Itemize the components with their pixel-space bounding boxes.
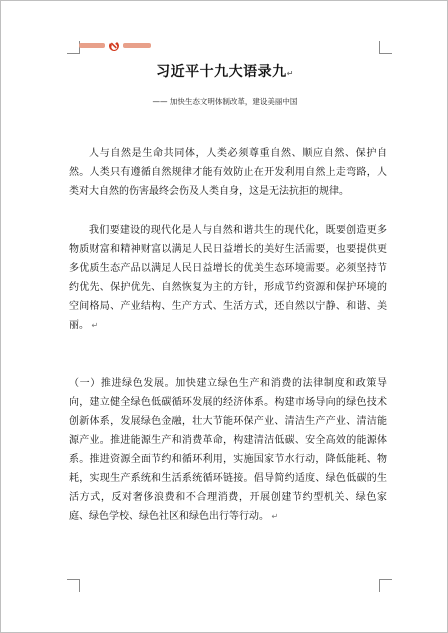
crop-mark-bottom-left xyxy=(67,579,80,592)
title-text: 习近平十九大语录九 xyxy=(156,64,287,80)
page-title xyxy=(1,61,448,81)
paragraph-2-text: 我们要建设的现代化是人与自然和谐共生的现代化，既要创造更多物质财富和精神财富以满足人民日益增长的美好生活需要，也要提供更多优质生态产品以满足人民日益增长的优美生态环境需要。必须坚持节约优先、保护优先、自然恢复为主的方针，形成节约资源和保护环境的空间格局、产业结构、生产方式、生活方式，还自然以宁静、和谐、美丽。 xyxy=(69,225,387,331)
paragraph-mark-icon: ↵ xyxy=(89,321,99,330)
page-subtitle: —— 加快生态文明体制改革，建设美丽中国 xyxy=(152,97,298,106)
paragraph-mark-icon: ↵ xyxy=(286,69,294,78)
paragraph-mark-icon: ↵ xyxy=(269,512,279,521)
crop-mark-bottom-right xyxy=(379,579,392,592)
paragraph-3-text: （一）推进绿色发展。加快建立绿色生产和消费的法律制度和政策导向，建立健全绿色低碳循环发展的经济体系。构建市场导向的绿色技术创新体系，发展绿色金融，壮大节能环保产业、清洁生产产业、清洁能源产业。推进能源生产和消费革命，构建清洁低碳、安全高效的能源体系。推进资源全面节约和循环利用，实施国家节水行动，降低能耗、物耗，实现生产系统和生活系统循环链接。倡导简约适度、绿色低碳的生活方式，反对奢侈浪费和不合理消费，开展创建节约型机关、绿色家庭、绿色学校、绿色社区和绿色出行等行动。 xyxy=(69,378,387,522)
paragraph-1-text: 人与自然是生命共同体，人类必须尊重自然、顺应自然、保护自然。人类只有遵循自然规律才能有效防止在开发利用自然上走弯路，人类对大自然的伤害最终会伤及人类自身，这是无法抗拒的规律。 xyxy=(69,148,387,197)
party-emblem-logo xyxy=(79,39,151,53)
paragraph-3 xyxy=(69,374,387,526)
crop-mark-top-right xyxy=(379,41,392,54)
paragraph-1 xyxy=(69,144,387,201)
paragraph-2 xyxy=(69,221,387,335)
